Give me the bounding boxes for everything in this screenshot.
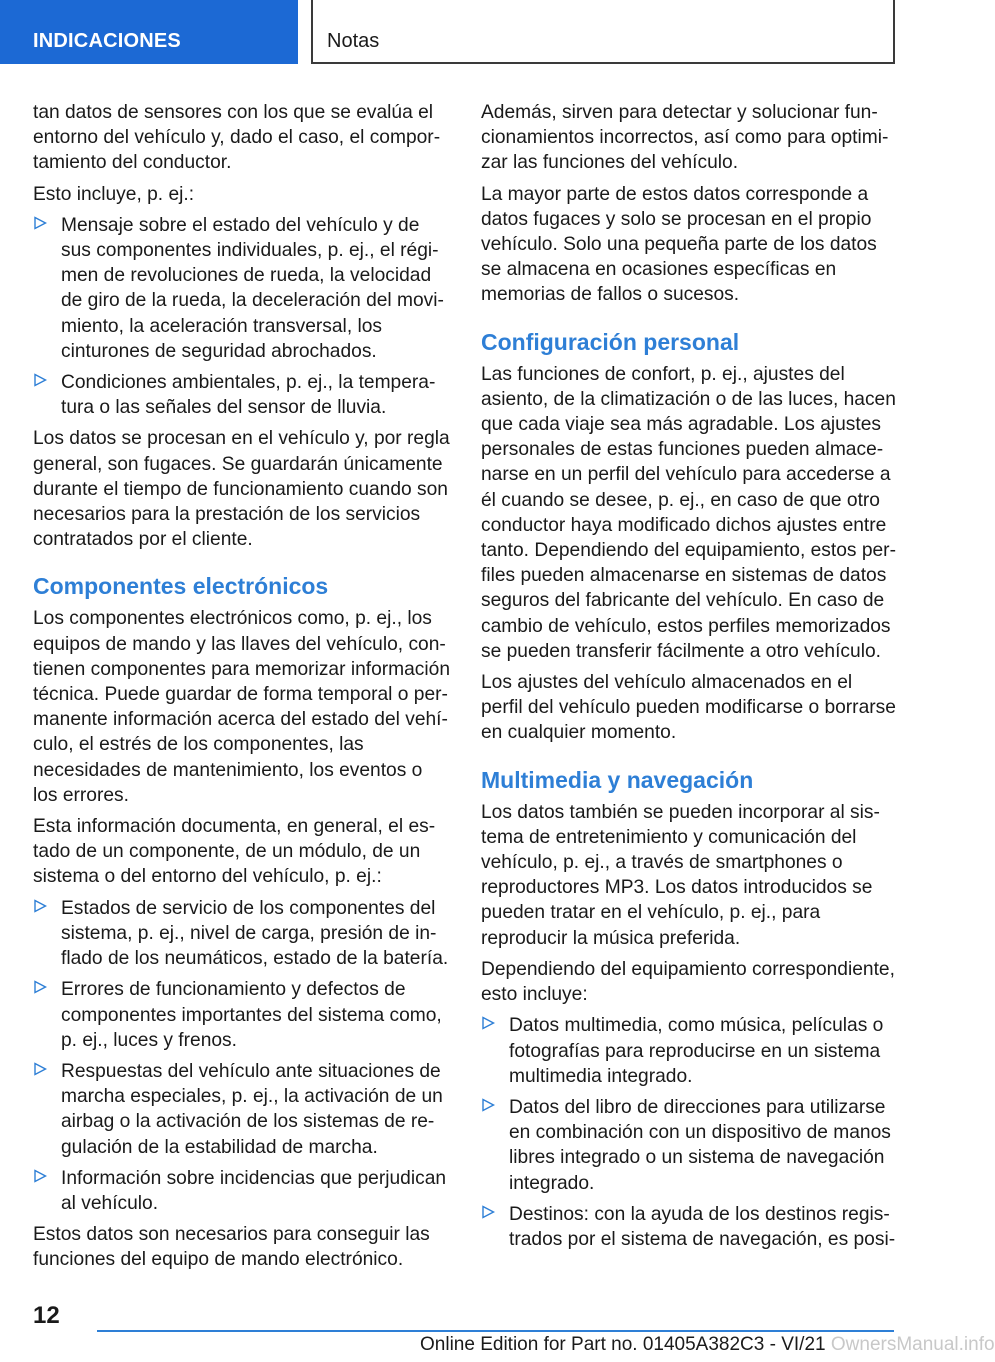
paragraph: Además, sirven para detectar y solucionar funcionamientos incorrectos, así como para optimizar las funciones del vehículo.: [481, 102, 889, 174]
paragraph: Los datos también se pueden incorporar al sistema de entretenimiento y comunicación del vehículo, p. ej., a través de smartphones o reproductores MP3. Los datos introducidos se pueden tratar en el vehículo, p. ej., para reproducir la música preferida.: [481, 801, 880, 949]
section-heading: Componentes electrónicos: [33, 573, 329, 600]
list-item-text: Datos multimedia, como música, películas o fotografías para reproducirse en un sistema multimedia integrado.: [509, 1015, 884, 1087]
list-item: [33, 896, 451, 972]
edition-text: Online Edition for Part no. 01405A382C3 - VI/21: [420, 1334, 826, 1355]
section-tab: INDICACIONES: [0, 0, 298, 64]
bullet-list: [481, 1013, 899, 1252]
paragraph: Dependiendo del equipamiento correspondiente, esto incluye:: [481, 958, 895, 1006]
left-column: [33, 100, 451, 1279]
list-item: [481, 1095, 899, 1196]
page-number: 12: [33, 1302, 60, 1329]
list-item-text: Respuestas del vehículo ante situaciones de marcha especiales, p. ej., la activación de un airbag o la activación de los sistemas de regulación de la estabilidad de marcha.: [61, 1060, 443, 1158]
paragraph: Los datos se procesan en el vehículo y, por regla general, son fugaces. Se guardarán únicamente durante el tiempo de funcionamiento cuando son necesarios para la prestación de los servicios contratados por el cliente.: [33, 428, 450, 551]
list-item: [33, 1166, 451, 1216]
bullet-list: [33, 213, 451, 421]
list-item-text: Datos del libro de direcciones para utilizarse en combinación con un dispositivo de manos libres integrado o un sistema de navegación integrado.: [509, 1096, 891, 1194]
triangle-right-outline-icon: [33, 1169, 47, 1183]
list-item: [33, 977, 451, 1053]
list-item-text: Destinos: con la ayuda de los destinos registrados por el sistema de navegación, es posi-: [509, 1203, 896, 1250]
list-item: [33, 213, 451, 364]
list-item-text: Estados de servicio de los componentes del sistema, p. ej., nivel de carga, presión de inflado de los neumáticos, estado de la batería.: [61, 897, 449, 970]
watermark: OwnersManual.info: [830, 1334, 995, 1355]
footer-divider: [97, 1330, 894, 1332]
chapter-title: Notas: [311, 0, 895, 64]
paragraph: Los ajustes del vehículo almacenados en el perfil del vehículo pueden modificarse o borrarse en cualquier momento.: [481, 672, 896, 744]
list-item-text: Errores de funcionamiento y defectos de componentes importantes del sistema como, p. ej., luces y frenos.: [61, 979, 442, 1051]
triangle-right-outline-icon: [481, 1016, 495, 1030]
list-item: [481, 1202, 899, 1252]
list-item: [33, 1059, 451, 1160]
section-heading: Configuración personal: [481, 328, 740, 355]
paragraph: Esta información documenta, en general, el estado de un componente, de un módulo, de un sistema o del entorno del vehículo, p. ej.:: [33, 816, 436, 888]
paragraph: Esto incluye, p. ej.:: [33, 183, 195, 205]
list-item-text: Mensaje sobre el estado del vehículo y de sus componentes individuales, p. ej., el régimen de revoluciones de rueda, la velocidad de giro de la rueda, la deceleración del movimiento, la aceleración transversal, los cinturones de seguridad abrochados.: [61, 214, 444, 362]
paragraph: Las funciones de confort, p. ej., ajustes del asiento, de la climatización o de las luces, hacen que cada viaje sea más agradable. Los ajustes personales de estas funciones pueden almacenarse en un perfil del vehículo para accederse a él cuando se desee, p. ej., en caso de que otro conductor haya modificado dichos ajustes entre tanto. Dependiendo del equipamiento, estos perfiles pueden almacenarse en sistemas de datos seguros del fabricante del vehículo. En caso de cambio de vehículo, estos perfiles memorizados se pueden transferir fácilmente a otro vehículo.: [481, 363, 896, 662]
triangle-right-outline-icon: [33, 373, 47, 387]
page-header: [0, 0, 960, 66]
section-heading: Multimedia y navegación: [481, 766, 754, 793]
bullet-list: [33, 896, 451, 1216]
triangle-right-outline-icon: [481, 1205, 495, 1219]
list-item-text: Información sobre incidencias que perjudican al vehículo.: [61, 1167, 447, 1214]
triangle-right-outline-icon: [33, 980, 47, 994]
triangle-right-outline-icon: [33, 216, 47, 230]
triangle-right-outline-icon: [33, 899, 47, 913]
list-item: [481, 1013, 899, 1089]
triangle-right-outline-icon: [481, 1098, 495, 1112]
triangle-right-outline-icon: [33, 1062, 47, 1076]
right-column: [481, 100, 899, 1258]
paragraph: tan datos de sensores con los que se evalúa el entorno del vehículo y, dado el caso, el comportamiento del conductor.: [33, 102, 441, 174]
paragraph: Estos datos son necesarios para conseguir las funciones del equipo de mando electrónico.: [33, 1224, 430, 1271]
list-item: [33, 370, 451, 420]
footer-edition: [420, 1334, 995, 1356]
list-item-text: Condiciones ambientales, p. ej., la temperatura o las señales del sensor de lluvia.: [61, 372, 436, 419]
paragraph: Los componentes electrónicos como, p. ej., los equipos de mando y las llaves del vehículo, contienen componentes para memorizar información técnica. Puede guardar de forma temporal o permanente información acerca del estado del vehículo, el estrés de los componentes, las necesidades de mantenimiento, los eventos o los errores.: [33, 608, 451, 806]
paragraph: La mayor parte de estos datos corresponde a datos fugaces y solo se procesan en el propio vehículo. Solo una pequeña parte de los datos se almacena en ocasiones específicas en memorias de fallos o sucesos.: [481, 183, 877, 306]
